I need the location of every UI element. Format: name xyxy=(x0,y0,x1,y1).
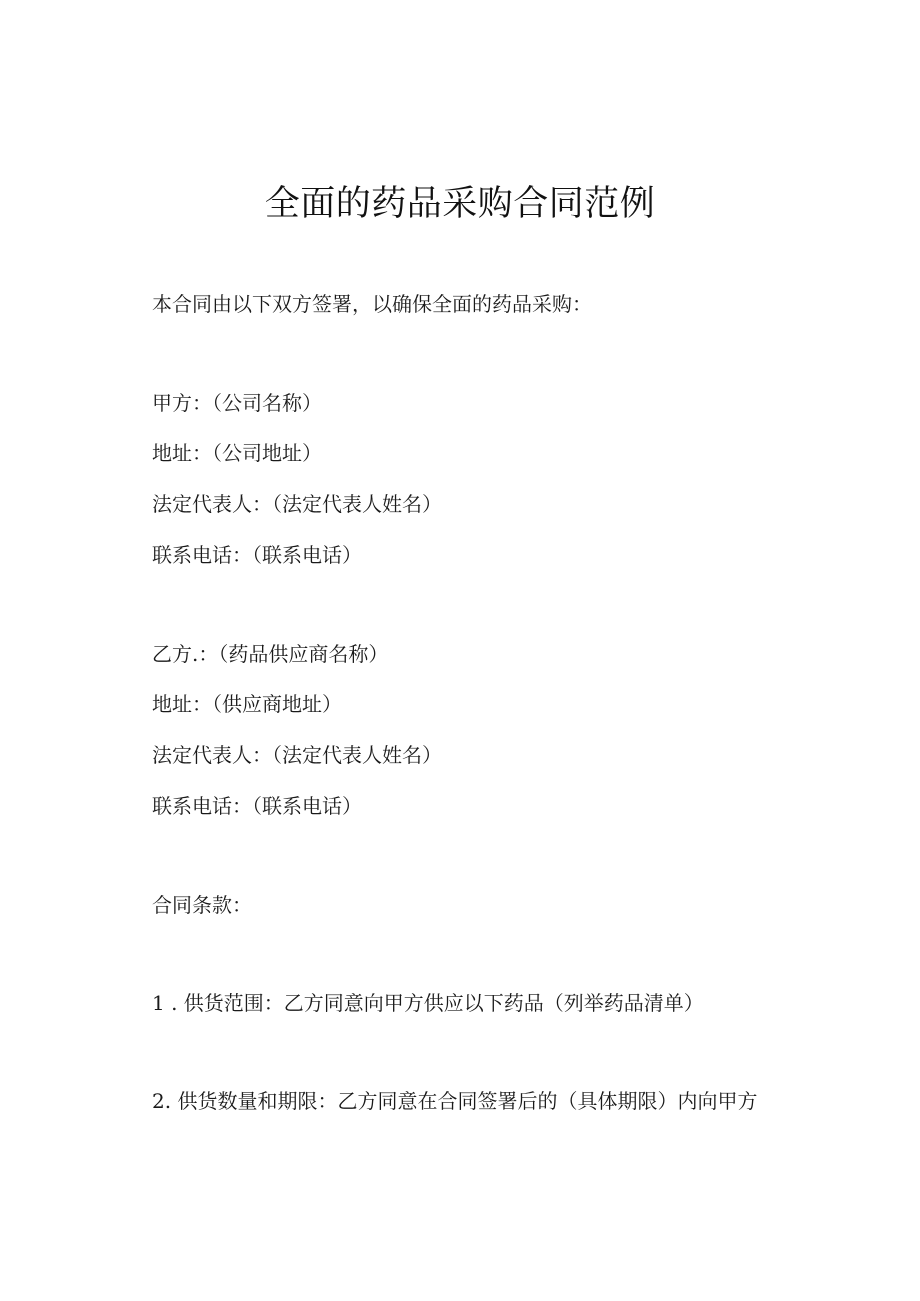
terms-heading: 合同条款： xyxy=(152,893,252,917)
clause-item: 2. 供货数量和期限：乙方同意在合同签署后的（具体期限）内向甲方 xyxy=(152,1089,758,1113)
party-a-name: 甲方：（公司名称） xyxy=(152,391,322,415)
party-b-representative: 法定代表人：（法定代表人姓名） xyxy=(152,743,442,767)
party-b-phone: 联系电话：（联系电话） xyxy=(152,794,362,818)
party-b-address: 地址：（供应商地址） xyxy=(152,692,342,716)
document-title: 全面的药品采购合同范例 xyxy=(264,184,656,224)
party-a-representative: 法定代表人：（法定代表人姓名） xyxy=(152,492,442,516)
party-a-address: 地址：（公司地址） xyxy=(152,441,322,465)
party-a-phone: 联系电话：（联系电话） xyxy=(152,543,362,567)
party-b-name: 乙方.：（药品供应商名称） xyxy=(152,642,389,666)
intro-paragraph: 本合同由以下双方签署，以确保全面的药品采购： xyxy=(152,292,592,316)
clause-item: 1 . 供货范围：乙方同意向甲方供应以下药品（列举药品清单） xyxy=(152,991,704,1015)
